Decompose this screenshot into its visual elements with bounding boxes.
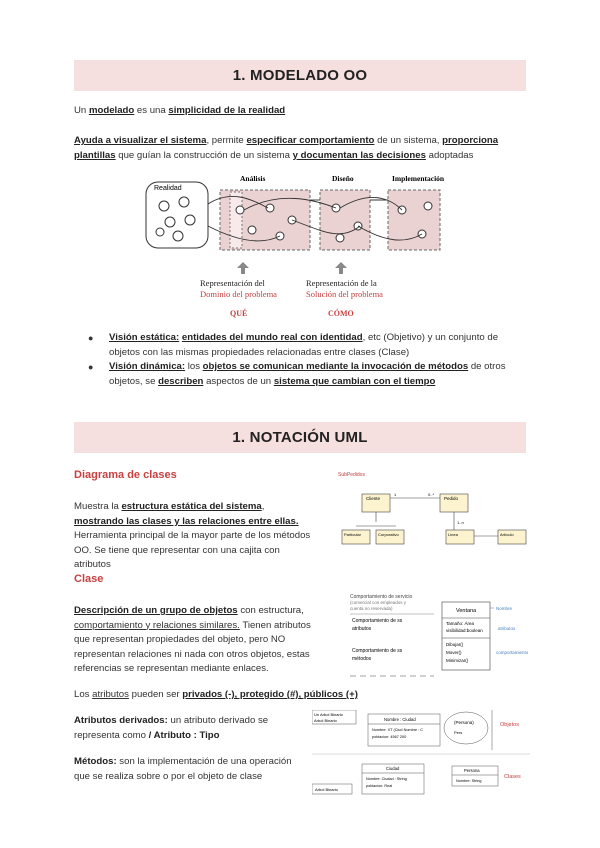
text-strong: / Atributo : Tipo <box>148 729 220 741</box>
obj-text: (Persona) <box>454 720 474 725</box>
analisis-label: Análisis <box>240 174 266 183</box>
class-structure-figure <box>346 590 532 680</box>
class-text: Persona <box>464 768 480 773</box>
paragraph-diagrama <box>74 500 314 573</box>
method-text: Mover() <box>446 650 462 655</box>
paragraph-ayuda <box>74 134 526 163</box>
text: , etc (Objetivo) y un conjunto de objetos con las mismas propiedades relacionadas entre clases (Clase) <box>109 332 499 358</box>
linea-box-label: Linea <box>448 532 458 537</box>
text-strong: estructura estática del sistema <box>121 501 262 512</box>
obj-text: Nombre: XT (Ciud Nombre : C <box>372 728 423 732</box>
class-text: poblacion: Real <box>366 784 393 788</box>
bullet-vision-dinamica <box>88 360 528 389</box>
obj-text: Un Arbol Binario <box>314 712 343 717</box>
paragraph-metodos <box>74 755 310 784</box>
bullet-dot: ● <box>88 362 94 372</box>
ventana-class-label: Ventana <box>456 608 477 614</box>
realidad-box <box>146 182 208 248</box>
section-banner-modelado <box>74 60 526 91</box>
text-strong: objetos se comunican mediante la invocación de métodos <box>202 361 469 372</box>
text: , permite <box>206 135 247 146</box>
text-strong: modelado <box>88 105 135 116</box>
method-text: Minimizar() <box>446 658 469 663</box>
text: son la implementación de una operación que se realiza sobre o por el objeto de clase <box>74 756 292 782</box>
section-title: 1. NOTACIÓN UML <box>232 429 368 446</box>
text-underline: atributos <box>92 689 129 700</box>
fig-text: cuenta no reservada) <box>350 606 393 611</box>
rep-solucion-line2: Solución del problema <box>306 289 383 299</box>
text: un atributo derivado se representa como <box>74 715 269 741</box>
mult-label: 0..* <box>428 492 435 497</box>
text-strong: entidades del mundo real con identidad <box>181 332 363 343</box>
class-text: Ciudad <box>386 766 400 771</box>
fig-text: atributos <box>352 626 372 632</box>
text: aspectos de un <box>203 375 274 387</box>
text-strong: y documentan las decisiones <box>292 149 426 161</box>
attr-text: Tamaño: Área <box>446 621 475 626</box>
heading-diagrama-clases: Diagrama de clases <box>74 469 177 481</box>
text-strong: Descripción de un grupo de objetos <box>74 605 238 616</box>
heading-clase: Clase <box>74 573 104 585</box>
text: Herramienta principal de la mayor parte de los métodos OO. Se tiene que representar con una cajita con atributos <box>74 530 311 571</box>
method-text: Dibujar() <box>446 642 464 647</box>
particular-box-label: Particular <box>344 532 361 537</box>
text-strong: especificar comportamiento <box>246 135 375 146</box>
rep-dominio-line1: Representación del <box>200 278 265 288</box>
obj-text: Nombre : Ciudad <box>384 717 416 722</box>
implementacion-label: Implementación <box>392 174 445 183</box>
nombre-annotation: Nombre <box>496 606 513 611</box>
realidad-label: Realidad <box>154 185 182 192</box>
fig-text: Comportamiento de servicio <box>350 594 413 600</box>
obj-text: poblacion: 4567 200 <box>372 735 407 739</box>
text-strong: Ayuda a visualizar el sistema <box>74 135 207 146</box>
paragraph-clase <box>74 604 322 677</box>
text: Los <box>74 689 93 700</box>
text-strong: Métodos: <box>74 756 117 767</box>
rep-solucion-line1: Representación de la <box>306 278 377 288</box>
obj-text: Arbol Binario <box>314 718 337 723</box>
pedido-box-label: Pedido <box>444 496 459 501</box>
fig-text: Comportamiento de ss <box>352 648 403 654</box>
text: , <box>261 501 265 512</box>
modelado-figure <box>140 170 460 322</box>
fig-text: métodos <box>352 656 372 662</box>
clases-label: Clases <box>504 774 521 780</box>
mult-label: 1 <box>394 492 397 497</box>
atributos-annotation: atributos <box>498 626 516 631</box>
objects-classes-figure <box>312 710 530 796</box>
section-title: 1. MODELADO OO <box>232 67 368 84</box>
mult-label: 1..n <box>457 520 464 525</box>
text: de otros objetos, se <box>109 361 506 387</box>
articulo-box-label: Artículo <box>500 532 514 537</box>
implementation-panel <box>388 190 440 250</box>
text: adoptadas <box>425 149 474 161</box>
como-label: CÓMO <box>328 309 354 318</box>
subsistema-label: SubPedidos <box>338 472 365 478</box>
paragraph-derivados <box>74 714 310 743</box>
fig-text: (comercial con empleados y <box>350 600 407 605</box>
text-strong: proporciona plantillas <box>74 135 499 161</box>
class-diagram-figure <box>336 468 530 554</box>
text: es una <box>134 105 169 116</box>
text: pueden ser <box>128 689 183 700</box>
fig-text: Comportamiento de ss <box>352 618 403 624</box>
text-strong: sistema que cambian con el tiempo <box>273 375 436 387</box>
text-strong: describen <box>158 375 204 387</box>
cliente-box-label: Cliente <box>366 496 381 501</box>
text: Un <box>74 105 89 116</box>
class-text: Nombre: String <box>456 779 482 783</box>
corporativo-box-label: Corporativo <box>378 532 399 537</box>
text: que guían la construcción de un sistema <box>115 149 293 161</box>
text: con estructura, <box>237 605 304 616</box>
section-banner-notacion <box>74 422 526 453</box>
text: Muestra la <box>74 501 122 512</box>
class-text: Arbol Binario <box>315 787 338 792</box>
text-strong: Visión dinámica: <box>109 361 186 372</box>
up-arrows <box>237 262 347 274</box>
text: los <box>185 361 203 372</box>
rep-dominio-line2: Dominio del problema <box>200 289 277 299</box>
paragraph-modelado <box>74 104 526 119</box>
comportamiento-annotation: comportamiento <box>496 650 529 655</box>
bullet-content <box>109 360 528 389</box>
attr-text: visibilidad:boolean <box>446 628 483 633</box>
class-text: Nombre: Ciudad : String <box>366 777 407 781</box>
que-label: QUÉ <box>230 309 248 318</box>
obj-text: Pers <box>454 730 463 735</box>
text-strong: Visión estática: <box>109 332 180 343</box>
bullet-vision-estatica <box>88 331 528 360</box>
text: Tienen atributos que representan propiedades del objeto, pero NO representan relaciones ni nada con otros objetos, estas referencias se representan mediante enlaces. <box>74 619 311 675</box>
text-strong: mostrando las clases y las relaciones entre ellas. <box>74 515 299 527</box>
paragraph-atributos <box>74 688 526 703</box>
diseno-label: Diseño <box>332 174 354 183</box>
text-strong: Atributos derivados: <box>74 715 168 726</box>
text-underline: comportamiento y relaciones similares. <box>74 619 240 631</box>
text-strong: privados (-), protegido (#), públicos (+) <box>182 689 358 700</box>
design-panel <box>320 190 370 250</box>
text: de un sistema, <box>374 135 443 146</box>
text-strong: simplicidad de la realidad <box>168 105 286 116</box>
objetos-label: Objetos <box>500 722 519 728</box>
bullet-dot: ● <box>88 333 94 343</box>
bullet-content <box>109 331 528 360</box>
